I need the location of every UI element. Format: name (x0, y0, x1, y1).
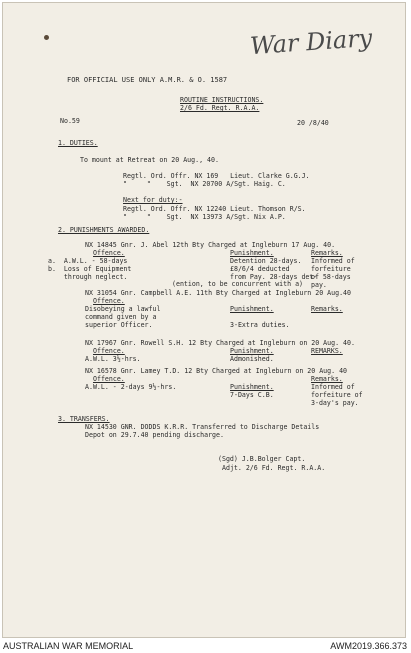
signature-line-2: Adjt. 2/6 Fd. Regt. R.A.A. (222, 464, 326, 472)
case4-charge: NX 16578 Gnr. Lamey T.D. 12 Bty Charged at Ingleburn on 20 Aug. 40 (85, 367, 348, 375)
transfers-heading: 3. TRANSFERS. (58, 415, 110, 423)
duties-heading: 1. DUTIES. (58, 139, 98, 147)
footer-accession-number: AWM2019.366.373 (330, 641, 407, 651)
transfer-line-1: NX 14530 GNR. DODDS K.R.R. Transferred to Discharge Details (85, 423, 320, 431)
case4-remark-1: Informed of (311, 383, 355, 391)
next-duty-line-1: Regtl. Ord. Offr. NX 12240 Lieut. Thomson R/S. (123, 205, 306, 213)
case1-charge: NX 14845 Gnr. J. Abel 12th Bty Charged at Ingleburn 17 Aug. 40. (85, 241, 336, 249)
duty-line-2: " " Sgt. NX 20700 A/Sgt. Haig. C. (123, 180, 286, 188)
transfer-line-2: Depot on 29.7.40 pending discharge. (85, 431, 224, 439)
case1-punishment-1: Detention 28-days. (230, 257, 302, 265)
case3-punishment-header: Punishment. (230, 347, 274, 355)
case1-punishment-4: (ention, to be concurrent with a) (172, 280, 304, 288)
case3-charge: NX 17967 Gnr. Rowell S.H. 12 Bty Charged at Ingleburn on 20 Aug. 40. (85, 339, 355, 347)
punishments-heading: 2. PUNISHMENTS AWARDED. (58, 226, 150, 234)
case4-remark-2: forfeiture of (311, 391, 363, 399)
footer-bar (0, 639, 411, 653)
case3-remarks-header: REMARKS. (311, 347, 343, 355)
case2-charge: NX 31054 Gnr. Campbell A.E. 11th Bty Charged at Ingleburn 20 Aug.40 (85, 289, 351, 297)
case1-punishment-2: £8/6/4 deducted (230, 265, 290, 273)
case2-remarks-header: Remarks. (311, 305, 343, 313)
footer-source: AUSTRALIAN WAR MEMORIAL (3, 641, 134, 651)
duties-intro: To mount at Retreat on 20 Aug., 40. (80, 156, 219, 164)
next-duty-line-2: " " Sgt. NX 13973 A/Sgt. Nix A.P. (123, 213, 286, 221)
case1-punishment-header: Punishment. (230, 249, 274, 257)
case2-offence-header: Offence. (93, 297, 125, 305)
case3-offence-header: Offence. (93, 347, 125, 355)
case1-remarks-header: Remarks. (311, 249, 343, 257)
case2-offence-1: Disobeying a lawful (85, 305, 161, 313)
case4-punishment-1: 7-Days C.B. (230, 391, 274, 399)
case1-remark-1: Informed of (311, 257, 355, 265)
official-use-line: FOR OFFICIAL USE ONLY A.M.R. & O. 1587 (67, 76, 228, 84)
case4-punishment-header: Punishment. (230, 383, 274, 391)
signature-line-1: (Sgd) J.B.Bolger Capt. (218, 455, 306, 463)
case1-remark-3: of 58-days (311, 273, 351, 281)
unit-name: 2/6 Fd. Regt. R.A.A. (180, 104, 260, 112)
case1-remark-4: pay. (311, 281, 327, 289)
case4-offence-header: Offence. (93, 375, 125, 383)
case1-punishment-3: from Pay. 28-days det- (230, 273, 318, 281)
document-date: 20 /8/40 (297, 119, 329, 127)
case2-offence-2: command given by a (85, 313, 157, 321)
instruction-number: No.59 (60, 117, 80, 125)
next-duty-heading: Next for duty:- (123, 196, 183, 204)
duty-line-1: Regtl. Ord. Offr. NX 169 Lieut. Clarke G.G.J. (123, 172, 310, 180)
case2-punishment-1: 3-Extra duties. (230, 321, 290, 329)
case3-offence-1: A.W.L. 3½-hrs. (85, 355, 141, 363)
case1-remark-2: forfeiture (311, 265, 351, 273)
case2-offence-3: superior Officer. (85, 321, 153, 329)
punch-hole (44, 35, 49, 40)
handwritten-note: War Diary (249, 23, 374, 61)
case1-offence-header: Offence. (93, 249, 125, 257)
case4-offence-1: A.W.L. - 2-days 9½-hrs. (85, 383, 177, 391)
case1-offence-b2: through neglect. (48, 273, 128, 281)
case1-offence-a: a. A.W.L. - 58-days (48, 257, 128, 265)
case4-remarks-header: Remarks. (311, 375, 343, 383)
case1-offence-b: b. Loss of Equipment (48, 265, 132, 273)
case3-punishment-1: Admonished. (230, 355, 274, 363)
case2-punishment-header: Punishment. (230, 305, 274, 313)
document-title: ROUTINE INSTRUCTIONS. (180, 96, 264, 104)
case4-remark-3: 3-day's pay. (311, 399, 359, 407)
